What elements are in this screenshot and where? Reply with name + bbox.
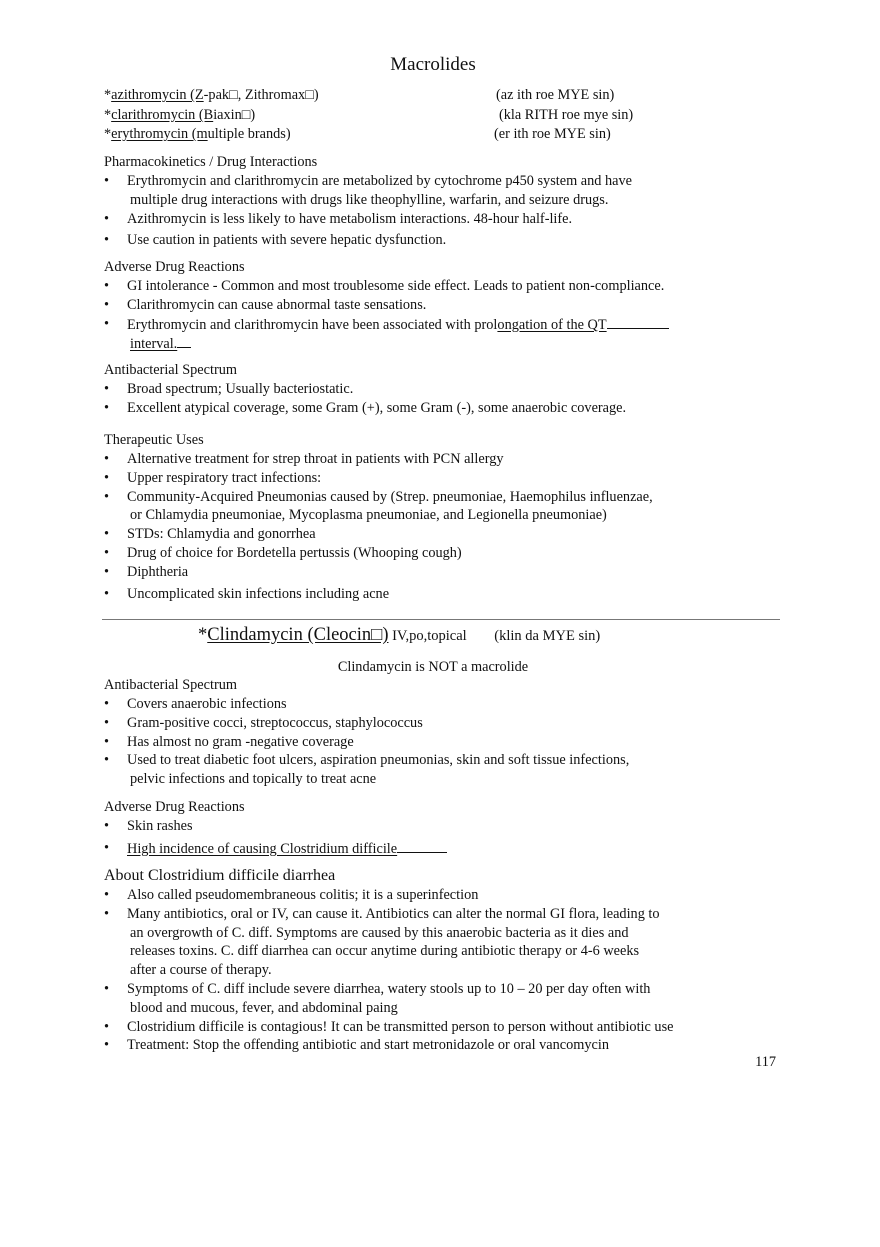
section-heading: Adverse Drug Reactions <box>104 259 245 275</box>
page-number: 117 <box>755 1054 776 1070</box>
section-divider <box>102 619 780 620</box>
drug-row-azithromycin <box>104 86 664 105</box>
adverse-reactions-section <box>104 258 784 354</box>
drug-name: *clarithromycin (Biaxin□) <box>104 107 256 123</box>
section-heading: Pharmacokinetics / Drug Interactions <box>104 154 318 170</box>
section-heading: Antibacterial Spectrum <box>104 677 237 693</box>
drug-pronunciation: (az ith roe MYE sin) <box>496 87 615 103</box>
list-item: • Skin rashes <box>104 817 784 836</box>
list-item: • Erythromycin and clarithromycin are metabolized by cytochrome p450 system and have multiple drug interactions with drugs like theophylline, warfarin, and seizure drugs. <box>104 172 784 210</box>
list-item: • Use caution in patients with severe hepatic dysfunction. <box>104 231 784 250</box>
list-item: • Upper respiratory tract infections: <box>104 469 784 488</box>
list-item: • Used to treat diabetic foot ulcers, aspiration pneumonias, skin and soft tissue infections, pelvic infections and topically to treat acne <box>104 751 784 789</box>
clindamycin-title: *Clindamycin (Cleocin□) IV,po,topical (klin da MYE sin) <box>198 625 601 645</box>
list-item: • Erythromycin and clarithromycin have been associated with prolongation of the QT interval. <box>104 315 784 355</box>
list-item: • Covers anaerobic infections <box>104 695 784 714</box>
section-heading: Adverse Drug Reactions <box>104 799 245 815</box>
list-item: • Symptoms of C. diff include severe diarrhea, watery stools up to 10 – 20 per day often with blood and mucous, fever, and abdominal paing <box>104 980 784 1018</box>
list-item: • Treatment: Stop the offending antibiotic and start metronidazole or oral vancomycin <box>104 1036 784 1055</box>
therapeutic-uses-section <box>104 431 784 603</box>
section-heading: Antibacterial Spectrum <box>104 362 237 378</box>
drug-name: *azithromycin (Z-pak□, Zithromax□) <box>104 87 319 103</box>
page-title: Macrolides <box>390 54 476 75</box>
list-item: • Diphtheria <box>104 563 784 582</box>
list-item: • Excellent atypical coverage, some Gram (+), some Gram (-), some anaerobic coverage. <box>104 399 784 418</box>
list-item: • Broad spectrum; Usually bacteriostatic. <box>104 380 784 399</box>
list-item: • Community-Acquired Pneumonias caused by (Strep. pneumoniae, Haemophilus influenzae, or Chlamydia pneumoniae, Mycoplasma pneumoniae, and Legionella pneumoniae) <box>104 488 784 526</box>
drug-pronunciation: (er ith roe MYE sin) <box>494 126 611 142</box>
list-item: • Alternative treatment for strep throat in patients with PCN allergy <box>104 450 784 469</box>
list-item: • High incidence of causing Clostridium difficile <box>104 839 784 859</box>
cdiff-section <box>104 866 784 1055</box>
list-item: • Also called pseudomembraneous colitis; it is a superinfection <box>104 886 784 905</box>
drug-row-clarithromycin <box>104 106 664 125</box>
list-item: • Drug of choice for Bordetella pertussis (Whooping cough) <box>104 544 784 563</box>
drug-name: *erythromycin (multiple brands) <box>104 126 291 142</box>
antibacterial-spectrum-section <box>104 361 784 418</box>
list-item: • Gram-positive cocci, streptococcus, staphylococcus <box>104 714 784 733</box>
list-item: • STDs: Chlamydia and gonorrhea <box>104 525 784 544</box>
section-heading: Therapeutic Uses <box>104 432 204 448</box>
clindamycin-adverse-section <box>104 798 784 859</box>
pharmacokinetics-section <box>104 153 784 250</box>
clindamycin-note: Clindamycin is NOT a macrolide <box>337 659 529 675</box>
list-item: • Uncomplicated skin infections including acne <box>104 585 784 604</box>
list-item: • Azithromycin is less likely to have metabolism interactions. 48-hour half-life. <box>104 210 784 229</box>
section-heading: About Clostridium difficile diarrhea <box>104 867 336 884</box>
list-item: • GI intolerance - Common and most troublesome side effect. Leads to patient non-compliance. <box>104 277 784 296</box>
list-item: • Many antibiotics, oral or IV, can cause it. Antibiotics can alter the normal GI flora, leading to an overgrowth of C. diff. Symptoms are caused by this anaerobic bacteria as it dies and releases toxins. C. diff diarrhea can occur anytime during antibiotic therapy or 4-6 weeks after a course of therapy. <box>104 905 784 980</box>
list-item: • Has almost no gram -negative coverage <box>104 733 784 752</box>
list-item: • Clarithromycin can cause abnormal taste sensations. <box>104 296 784 315</box>
drug-pronunciation: (kla RITH roe mye sin) <box>499 107 634 123</box>
list-item: • Clostridium difficile is contagious! It can be transmitted person to person without antibiotic use <box>104 1018 784 1037</box>
drug-row-erythromycin <box>104 125 664 144</box>
clindamycin-spectrum-section <box>104 676 784 789</box>
